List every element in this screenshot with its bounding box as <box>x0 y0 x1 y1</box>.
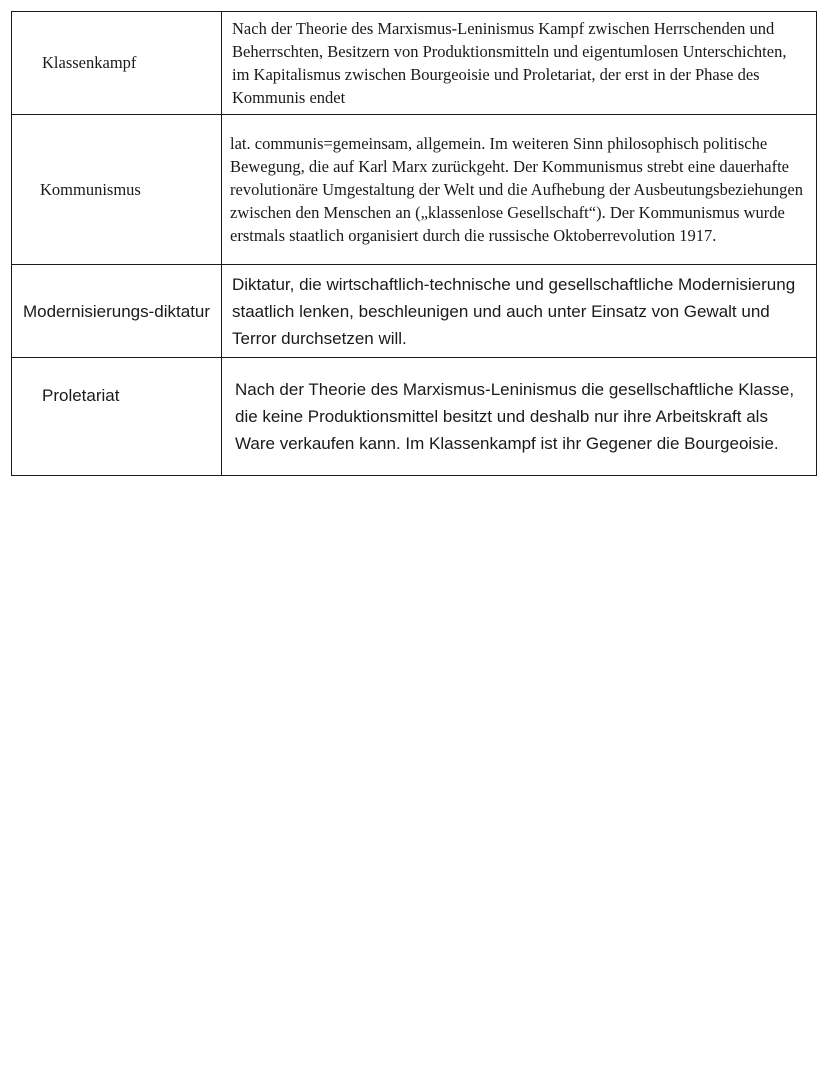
definition-text: Nach der Theorie des Marxismus-Leninismus die gesellschaftliche Klasse, die keine Produktionsmittel besitzt und deshalb nur ihre Arbeitskraft als Ware verkaufen kann. Im Klassenkampf ist ihr Gegener die Bourgeoisie. <box>235 380 795 453</box>
term-label: Kommunismus <box>40 179 141 199</box>
term-label: Proletariat <box>42 386 120 405</box>
glossary-row-proletariat <box>12 358 817 476</box>
term-cell <box>12 12 222 115</box>
term-label: Modernisierungs-diktatur <box>22 301 211 321</box>
definition-cell <box>222 12 817 115</box>
term-cell <box>12 358 222 476</box>
glossary-row-kommunismus <box>12 115 817 265</box>
definition-text: Diktatur, die wirtschaftlich-technische und gesellschaftliche Modernisierung staatlich lenken, beschleunigen und auch unter Einsatz von Gewalt und Terror durchsetzen will. <box>232 274 796 348</box>
definition-cell <box>222 115 817 265</box>
definition-text: lat. communis=gemeinsam, allgemein. Im weiteren Sinn philosophisch politische Bewegung, die auf Karl Marx zurückgeht. Der Kommunismus strebt eine dauerhafte revolutionäre Umgestaltung der Welt und die Aufhebung der Ausbeutungsbeziehungen zwischen den Menschen an („klassenlose Gesellschaft“). Der Kommunismus wurde erstmals staatlich organisiert durch die russische Oktoberrevolution 1917. <box>230 134 803 245</box>
definition-cell <box>222 358 817 476</box>
definition-cell <box>222 265 817 358</box>
glossary-table <box>11 11 817 476</box>
term-label: Klassenkampf <box>42 53 137 72</box>
term-cell <box>12 265 222 358</box>
term-cell <box>12 115 222 265</box>
definition-text: Nach der Theorie des Marxismus-Leninismus Kampf zwischen Herrschenden und Beherrschten, Besitzern von Produktionsmitteln und eigentumlosen Unterschichten, im Kapitalismus zwischen Bourgeoisie und Proletariat, der erst in der Phase des Kommunis endet <box>232 19 787 107</box>
glossary-row-klassenkampf <box>12 12 817 115</box>
glossary-row-modernisierungsdiktatur <box>12 265 817 358</box>
